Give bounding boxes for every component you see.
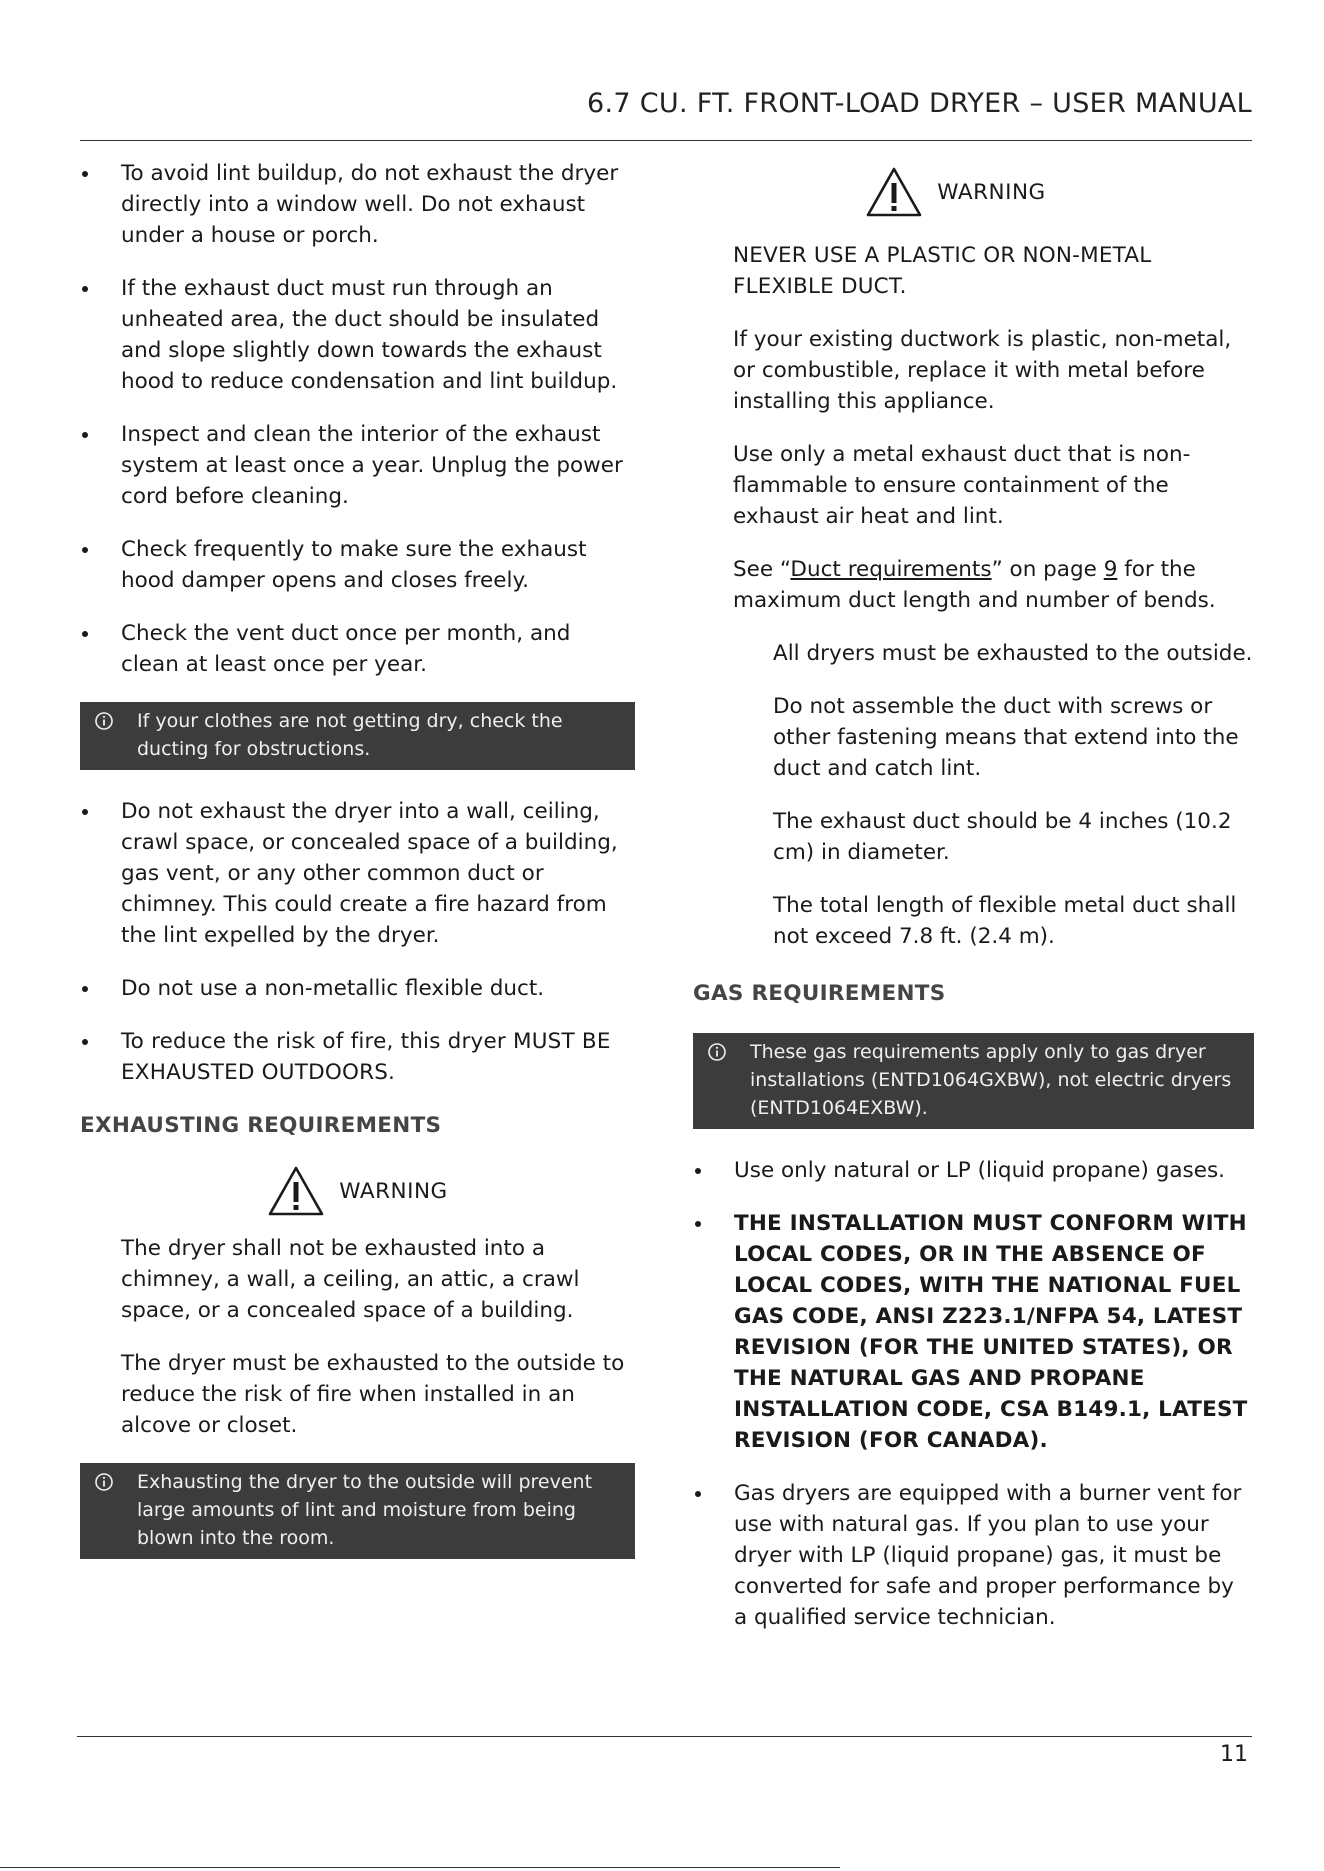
list-item: To avoid lint buildup, do not exhaust the dryer directly into a window well. Do not exhaust under a house or porch. bbox=[80, 158, 635, 251]
warning-text: The dryer shall not be exhausted into a chimney, a wall, a ceiling, an attic, a crawl space, or a concealed space of a building. bbox=[121, 1236, 580, 1323]
info-note-text: Exhausting the dryer to the outside will prevent large amounts of lint and moisture from being blown into the room. bbox=[137, 1471, 593, 1549]
list-item: Use only natural or LP (liquid propane) gases. bbox=[693, 1155, 1253, 1186]
list-item: Check the vent duct once per month, and clean at least once per year. bbox=[80, 618, 635, 680]
warning-text: Use only a metal exhaust duct that is non-flammable to ensure containment of the exhaust air heat and lint. bbox=[733, 442, 1191, 529]
duct-rule-text: The exhaust duct should be 4 inches (10.2 cm) in diameter. bbox=[773, 809, 1232, 865]
duct-rule-text: All dryers must be exhausted to the outside. bbox=[773, 641, 1253, 666]
duct-requirements-link[interactable]: Duct requirements bbox=[790, 557, 992, 582]
duct-rule-text: Do not assemble the duct with screws or other fastening means that extend into the duct and catch lint. bbox=[773, 694, 1239, 781]
list-item: To reduce the risk of fire, this dryer MUST BE EXHAUSTED OUTDOORS. bbox=[80, 1026, 635, 1088]
header-divider bbox=[80, 140, 1252, 141]
info-note bbox=[693, 1033, 1254, 1129]
warning-body bbox=[693, 240, 1253, 952]
info-note bbox=[80, 1463, 635, 1559]
cross-reference-text: See “Duct requirements” on page 9 for the maximum duct length and number of bends. bbox=[733, 557, 1216, 613]
warning-label: WARNING bbox=[339, 1178, 448, 1204]
exhaust-restrictions-list bbox=[80, 796, 635, 1088]
list-item: Do not exhaust the dryer into a wall, ceiling, crawl space, or concealed space of a building, gas vent, or any other common duct or chimney. This could create a fire hazard from the lint expelled by the dryer. bbox=[80, 796, 635, 951]
warning-label: WARNING bbox=[937, 179, 1046, 205]
right-column bbox=[693, 162, 1253, 1655]
info-icon bbox=[94, 1472, 114, 1492]
info-icon bbox=[707, 1042, 727, 1062]
info-note-text: These gas requirements apply only to gas dryer installations (ENTD1064GXBW), not electric dryers (ENTD1064EXBW). bbox=[750, 1041, 1232, 1119]
warning-text: If your existing ductwork is plastic, non-metal, or combustible, replace it with metal before installing this appliance. bbox=[733, 327, 1232, 414]
warning-banner bbox=[693, 166, 1253, 218]
info-icon bbox=[94, 711, 114, 731]
warning-banner bbox=[80, 1165, 635, 1217]
list-item: Do not use a non-metallic flexible duct. bbox=[80, 973, 635, 1004]
info-note-text: If your clothes are not getting dry, check the ducting for obstructions. bbox=[137, 710, 563, 760]
section-heading-gas: GAS REQUIREMENTS bbox=[693, 981, 946, 1006]
page-header-title: 6.7 CU. FT. FRONT-LOAD DRYER – USER MANUAL bbox=[587, 88, 1252, 119]
exhaust-tips-list bbox=[80, 158, 635, 680]
warning-triangle-icon bbox=[267, 1165, 325, 1217]
next-page-edge bbox=[0, 1867, 840, 1868]
list-item: Inspect and clean the interior of the exhaust system at least once a year. Unplug the power cord before cleaning. bbox=[80, 419, 635, 512]
list-item: Gas dryers are equipped with a burner vent for use with natural gas. If you plan to use your dryer with LP (liquid propane) gas, it must be converted for safe and proper performance by a qualified service technician. bbox=[693, 1478, 1253, 1633]
gas-requirements-list bbox=[693, 1155, 1253, 1633]
list-item: If the exhaust duct must run through an unheated area, the duct should be insulated and slope slightly down towards the exhaust hood to reduce condensation and lint buildup. bbox=[80, 273, 635, 397]
warning-text: The dryer must be exhausted to the outside to reduce the risk of fire when installed in an alcove or closet. bbox=[121, 1351, 625, 1438]
duct-rules bbox=[733, 638, 1253, 952]
section-heading-exhausting: EXHAUSTING REQUIREMENTS bbox=[80, 1113, 442, 1138]
info-note bbox=[80, 702, 635, 770]
duct-rule-text: The total length of flexible metal duct shall not exceed 7.8 ft. (2.4 m). bbox=[773, 893, 1237, 949]
list-item: Check frequently to make sure the exhaust hood damper opens and closes freely. bbox=[80, 534, 635, 596]
page-link[interactable]: 9 bbox=[1103, 557, 1118, 582]
page-number: 11 bbox=[1220, 1742, 1248, 1767]
left-column bbox=[80, 158, 635, 1585]
warning-triangle-icon bbox=[865, 166, 923, 218]
list-item: THE INSTALLATION MUST CONFORM WITH LOCAL CODES, OR IN THE ABSENCE OF LOCAL CODES, WITH THE NATIONAL FUEL GAS CODE, ANSI Z223.1/NFPA 54, LATEST REVISION (FOR THE UNITED STATES), OR THE NATURAL GAS AND PROPANE INSTALLATION CODE, CSA B149.1, LATEST REVISION (FOR CANADA). bbox=[693, 1208, 1253, 1456]
warning-text: NEVER USE A PLASTIC OR NON-METAL FLEXIBLE DUCT. bbox=[733, 243, 1152, 299]
footer-divider bbox=[77, 1736, 1252, 1737]
